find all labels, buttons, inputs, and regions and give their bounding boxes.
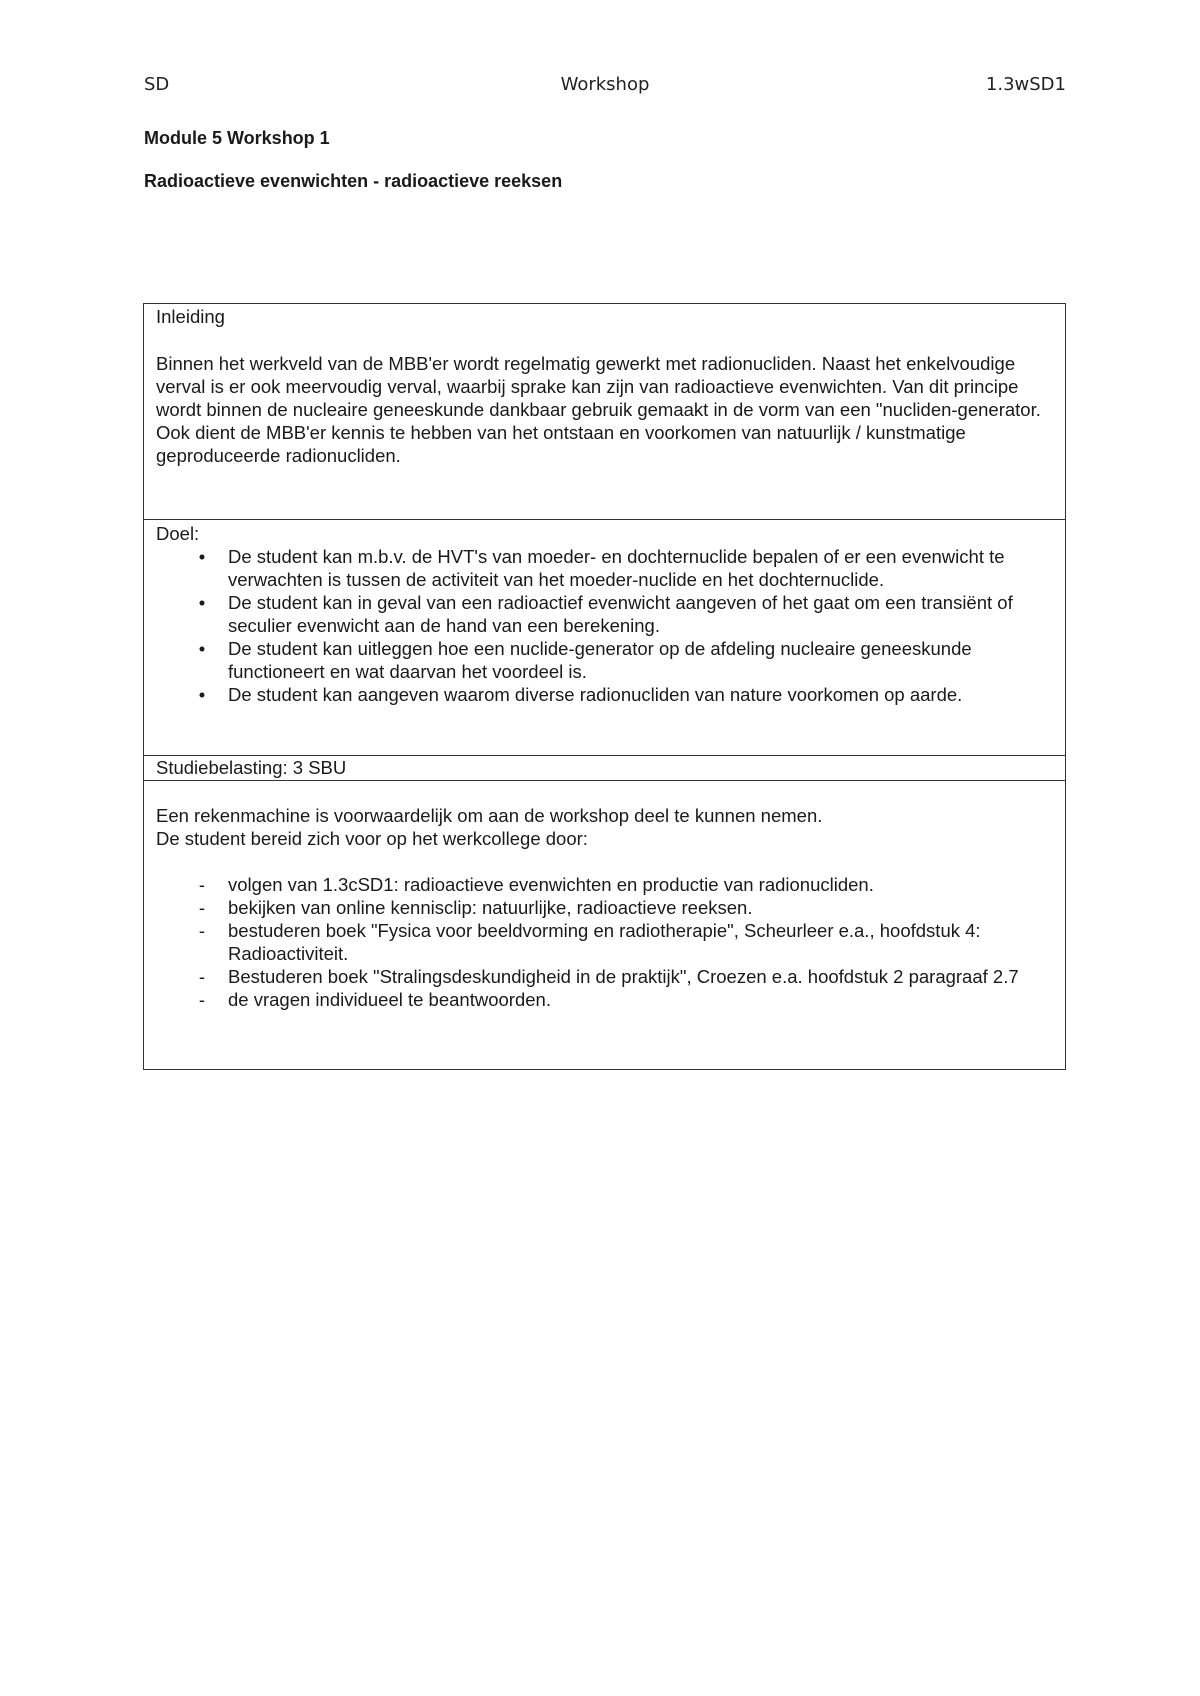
- preparation-cell: [144, 780, 1065, 1069]
- study-load-text: Studiebelasting: 3 SBU: [156, 757, 347, 778]
- intro-cell: [144, 304, 1065, 519]
- preparation-item-text: bekijken van online kennisclip: natuurlijke, radioactieve reeksen.: [228, 897, 753, 918]
- workshop-info-table: [143, 303, 1066, 1070]
- list-item: [156, 965, 1053, 988]
- bullet-icon: •: [198, 592, 206, 613]
- document-subtitle: Radioactieve evenwichten - radioactieve reeksen: [144, 171, 563, 191]
- header-left-text: SD: [144, 74, 170, 95]
- intro-paragraph-2: Ook dient de MBB'er kennis te hebben van het ontstaan en voorkomen van natuurlijk / kunstmatige geproduceerde radionucliden.: [156, 422, 966, 466]
- goal-item-text: De student kan m.b.v. de HVT's van moeder- en dochternuclide bepalen of er een evenwicht te verwachten is tussen de activiteit van het moeder-nuclide en het dochternuclide.: [228, 546, 1005, 590]
- goal-item-text: De student kan uitleggen hoe een nuclide-generator op de afdeling nucleaire geneeskunde functioneert en wat daarvan het voordeel is.: [228, 638, 972, 682]
- list-item: [156, 637, 1053, 683]
- list-item: [156, 545, 1053, 591]
- header-right-text: 1.3wSD1: [985, 74, 1066, 95]
- dash-icon: -: [198, 920, 206, 941]
- goal-list: [156, 545, 1053, 706]
- list-item: [156, 873, 1053, 896]
- list-item: [156, 919, 1053, 965]
- bullet-icon: •: [198, 638, 206, 659]
- goal-item-text: De student kan aangeven waarom diverse radionucliden van nature voorkomen op aarde.: [228, 684, 963, 705]
- intro-heading: Inleiding: [156, 306, 225, 327]
- goal-cell: [144, 519, 1065, 755]
- list-item: [156, 896, 1053, 919]
- bullet-icon: •: [198, 684, 206, 705]
- intro-paragraph-1: Binnen het werkveld van de MBB'er wordt regelmatig gewerkt met radionucliden. Naast het enkelvoudige verval is er ook meervoudig verval, waarbij sprake kan zijn van radioactieve evenwichten. Van dit principe wordt binnen de nucleaire geneeskunde dankbaar gebruik gemaakt in de vorm van een "nucliden-generator.: [156, 353, 1041, 420]
- document-title: Module 5 Workshop 1: [144, 128, 330, 148]
- dash-icon: -: [198, 989, 206, 1010]
- header-center-text: Workshop: [560, 74, 650, 95]
- preparation-line-2: De student bereid zich voor op het werkcollege door:: [156, 828, 588, 849]
- list-item: [156, 591, 1053, 637]
- bullet-icon: •: [198, 546, 206, 567]
- preparation-item-text: bestuderen boek "Fysica voor beeldvorming en radiotherapie", Scheurleer e.a., hoofdstuk 4: Radioactiviteit.: [228, 920, 981, 964]
- page-header: [144, 74, 1066, 98]
- preparation-line-1: Een rekenmachine is voorwaardelijk om aan de workshop deel te kunnen nemen.: [156, 805, 823, 826]
- preparation-item-text: Bestuderen boek "Stralingsdeskundigheid in de praktijk", Croezen e.a. hoofdstuk 2 paragraaf 2.7: [228, 966, 1019, 987]
- dash-icon: -: [198, 874, 206, 895]
- goal-heading: Doel:: [156, 523, 200, 544]
- study-load-cell: [144, 755, 1065, 780]
- dash-icon: -: [198, 897, 206, 918]
- list-item: [156, 988, 1053, 1011]
- goal-item-text: De student kan in geval van een radioactief evenwicht aangeven of het gaat om een transiënt of seculier evenwicht aan de hand van een berekening.: [228, 592, 1013, 636]
- list-item: [156, 683, 1053, 706]
- preparation-list: [156, 873, 1053, 1011]
- preparation-item-text: volgen van 1.3cSD1: radioactieve evenwichten en productie van radionucliden.: [228, 874, 874, 895]
- dash-icon: -: [198, 966, 206, 987]
- preparation-item-text: de vragen individueel te beantwoorden.: [228, 989, 551, 1010]
